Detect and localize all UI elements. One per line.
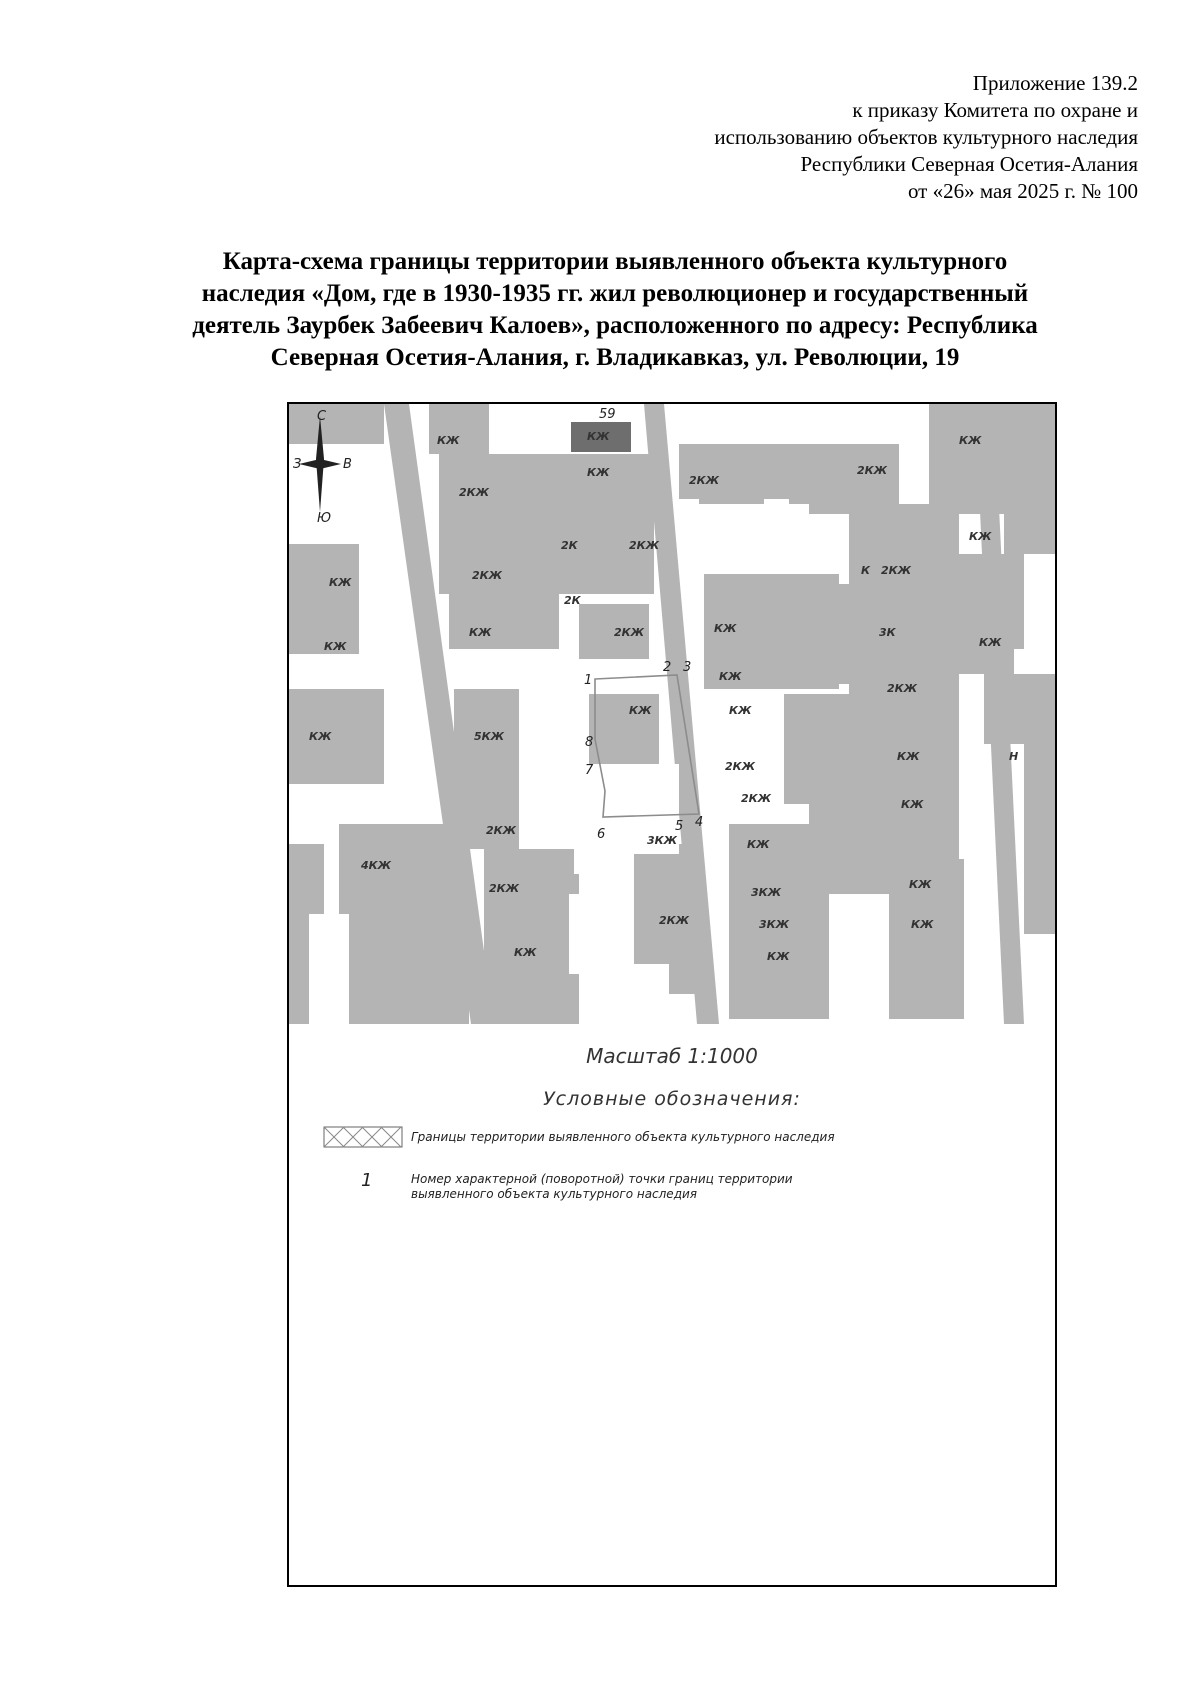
boundary-point: 3 bbox=[683, 660, 692, 675]
boundary-point: 8 bbox=[585, 735, 594, 750]
building-label: КЖ bbox=[587, 466, 610, 479]
document-title bbox=[120, 246, 1110, 374]
building-label: 2К bbox=[564, 594, 581, 607]
svg-text:С: С bbox=[317, 409, 327, 424]
building-label: 2КЖ bbox=[887, 682, 918, 695]
building bbox=[289, 544, 359, 654]
building-label: 2КЖ bbox=[472, 569, 503, 582]
building bbox=[289, 404, 384, 444]
building-label: 2КЖ bbox=[857, 464, 888, 477]
building-label: КЖ bbox=[587, 430, 610, 443]
building-label: КЖ bbox=[901, 798, 924, 811]
building-label: 2КЖ bbox=[689, 474, 720, 487]
appendix-line: использованию объектов культурного наследия bbox=[714, 125, 1138, 149]
title-line: деятель Заурбек Забеевич Калоев», расположенного по адресу: Республика bbox=[192, 312, 1038, 339]
building bbox=[449, 594, 559, 649]
building bbox=[289, 689, 384, 784]
legend-boundary-text: Границы территории выявленного объекта культурного наследия bbox=[411, 1130, 835, 1144]
building-label: КЖ bbox=[437, 434, 460, 447]
legend-point-text-line: выявленного объекта культурного наследия bbox=[411, 1187, 698, 1201]
building-label: 2КЖ bbox=[489, 882, 520, 895]
building-label: 3КЖ bbox=[751, 886, 782, 899]
building-label: КЖ bbox=[714, 622, 737, 635]
building-label: 3КЖ bbox=[647, 834, 678, 847]
map-scale: Масштаб 1:1000 bbox=[586, 1044, 758, 1068]
courtyard bbox=[684, 504, 809, 574]
building-label: КЖ bbox=[329, 576, 352, 589]
building-label: КЖ bbox=[979, 636, 1002, 649]
svg-text:З: З bbox=[293, 457, 302, 472]
building-label: КЖ bbox=[719, 670, 742, 683]
building-label: КЖ bbox=[959, 434, 982, 447]
svg-text:В: В bbox=[343, 457, 352, 472]
boundary-swatch-icon bbox=[323, 1126, 403, 1148]
building-label: 4КЖ bbox=[361, 859, 392, 872]
building bbox=[1004, 404, 1055, 554]
building bbox=[849, 604, 959, 694]
legend-point-text-line: Номер характерной (поворотной) точки границ территории bbox=[411, 1172, 793, 1186]
boundary-point: 1 bbox=[584, 673, 593, 688]
building-label: КЖ bbox=[747, 838, 770, 851]
boundary-point: 5 bbox=[675, 819, 684, 834]
building-label: 3КЖ bbox=[759, 918, 790, 931]
building-label: 2КЖ bbox=[741, 792, 772, 805]
building bbox=[1024, 744, 1055, 934]
courtyard bbox=[519, 684, 589, 849]
legend-point-text bbox=[411, 1172, 971, 1202]
appendix-header bbox=[714, 70, 1138, 205]
building-label: КЖ bbox=[729, 704, 752, 717]
building-label: КЖ bbox=[309, 730, 332, 743]
building-label: 2КЖ bbox=[881, 564, 912, 577]
house-number-label: 59 bbox=[599, 407, 616, 422]
title-line: наследия «Дом, где в 1930-1935 гг. жил революционер и государственный bbox=[201, 280, 1029, 307]
building-label: 3К bbox=[879, 626, 896, 639]
point-number-symbol: 1 bbox=[361, 1170, 373, 1191]
boundary-point: 6 bbox=[597, 827, 606, 842]
building-label: КЖ bbox=[969, 530, 992, 543]
building-label: 5КЖ bbox=[474, 730, 505, 743]
building-label: КЖ bbox=[514, 946, 537, 959]
boundary-point: 7 bbox=[585, 763, 594, 778]
building-label: 2КЖ bbox=[486, 824, 517, 837]
boundary-point: 4 bbox=[695, 815, 704, 830]
building bbox=[789, 444, 899, 514]
building-label: КЖ bbox=[897, 750, 920, 763]
building bbox=[784, 694, 959, 804]
building-label: КЖ bbox=[909, 878, 932, 891]
boundary-point: 2 bbox=[663, 660, 672, 675]
courtyard bbox=[609, 964, 669, 1024]
cadastral-map bbox=[289, 404, 1055, 1024]
building-label: КЖ bbox=[324, 640, 347, 653]
appendix-date-line: от «26» мая 2025 г. № 100 bbox=[907, 179, 1138, 203]
building bbox=[849, 504, 959, 604]
title-line: Северная Осетия-Алания, г. Владикавказ, ул. Революции, 19 bbox=[270, 344, 960, 371]
courtyard bbox=[569, 894, 609, 974]
building-label: 2КЖ bbox=[614, 626, 645, 639]
appendix-line: Республики Северная Осетия-Алания bbox=[800, 152, 1138, 176]
appendix-line: Приложение 139.2 bbox=[972, 71, 1138, 95]
building-label: КЖ bbox=[469, 626, 492, 639]
building-label: КЖ bbox=[911, 918, 934, 931]
building-label: 2КЖ bbox=[459, 486, 490, 499]
map-frame bbox=[287, 402, 1057, 1587]
building-label: 2КЖ bbox=[659, 914, 690, 927]
title-line: Карта-схема границы территории выявленного объекта культурного bbox=[222, 248, 1008, 275]
appendix-line: к приказу Комитета по охране и bbox=[852, 98, 1138, 122]
svg-text:Ю: Ю bbox=[317, 511, 332, 526]
building-label: 2КЖ bbox=[629, 539, 660, 552]
building-label: КЖ bbox=[629, 704, 652, 717]
building-label: КЖ bbox=[767, 950, 790, 963]
legend-title: Условные обозначения: bbox=[543, 1088, 801, 1110]
building-label: 2КЖ bbox=[725, 760, 756, 773]
building-label: К bbox=[861, 564, 870, 577]
building-label: Н bbox=[1009, 750, 1019, 763]
building-label: 2К bbox=[561, 539, 578, 552]
courtyard bbox=[309, 914, 349, 1024]
